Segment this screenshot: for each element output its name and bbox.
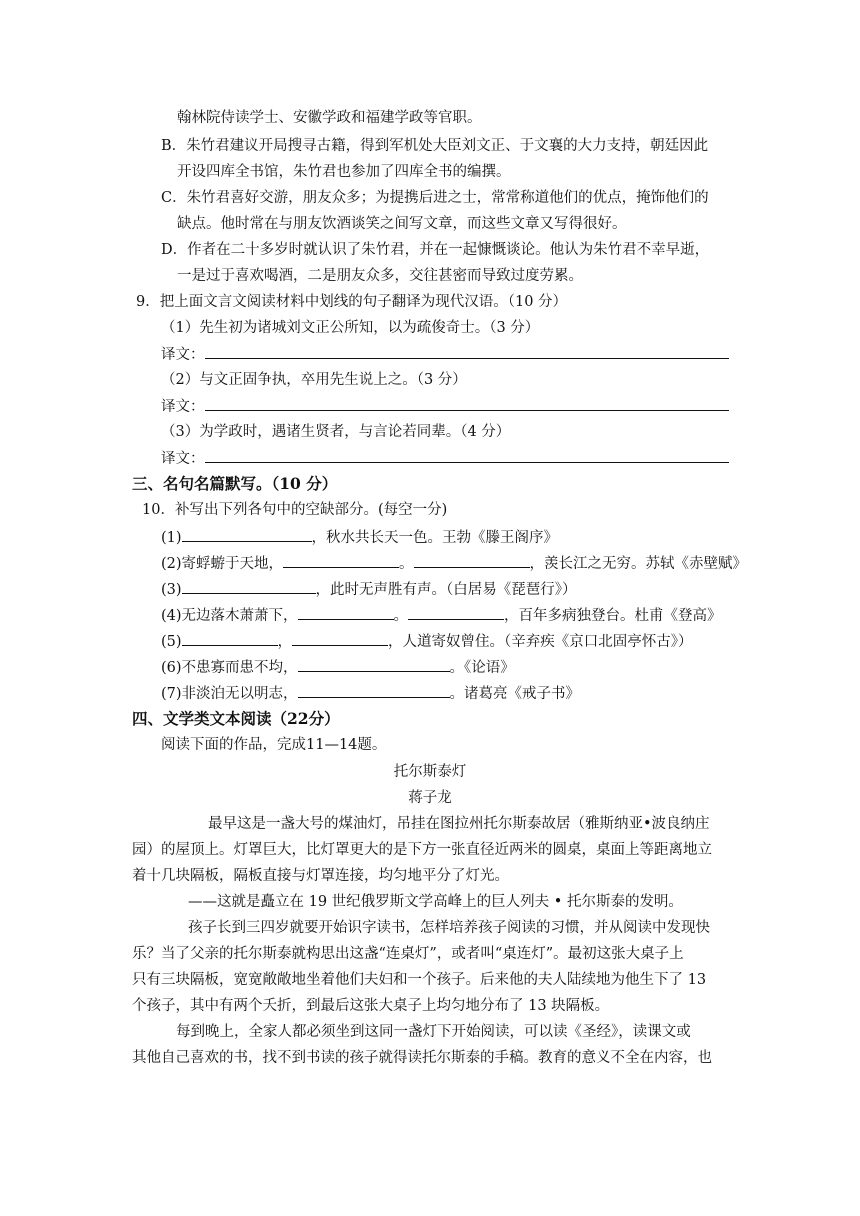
item-text: ，羡长江之无穷。苏轼《赤壁赋》 xyxy=(529,556,748,572)
item-text: (7)非淡泊无以明志， xyxy=(161,686,298,702)
fill-item-2 xyxy=(161,553,747,574)
article-paragraph-line: 每到晚上，全家人都必须坐到这同一盏灯下开始阅读，可以读《圣经》，读课文或 xyxy=(176,1024,691,1040)
fill-item-4 xyxy=(161,605,722,626)
option-d-line1: D．作者在二十多岁时就认识了朱竹君，并在一起慷慨谈论。他认为朱竹君不幸早逝， xyxy=(161,242,710,258)
question-10-title: 10．补写出下列各句中的空缺部分。(每空一分) xyxy=(142,502,448,518)
reading-instruction: 阅读下面的作品，完成11—14题。 xyxy=(161,737,387,753)
answer-row-3 xyxy=(161,448,729,469)
item-text: ，百年多病独登台。杜甫《登高》 xyxy=(504,608,722,624)
article-paragraph-line: 园）的屋顶上。灯罩巨大，比灯罩更大的是下方一张直径近两米的圆桌，桌面上等距离地立 xyxy=(132,842,712,858)
article-paragraph-line: 孩子长到三四岁就要开始识字读书，怎样培养孩子阅读的习惯，并从阅读中发现快 xyxy=(188,920,710,936)
item-text: ，此时无声胜有声。（白居易《琵琶行》） xyxy=(315,582,577,598)
item-text: 。 xyxy=(393,608,409,624)
fill-item-6 xyxy=(161,657,515,678)
answer-line-3[interactable] xyxy=(205,448,729,463)
fill-blank[interactable] xyxy=(182,631,278,646)
question-9-sentence-1: （1）先生初为诸城刘文正公所知，以为疏俊奇士。（3 分） xyxy=(161,320,540,336)
section-4-heading: 四、文学类文本阅读（22分） xyxy=(132,709,340,728)
fill-blank[interactable] xyxy=(283,553,399,568)
answer-row-1 xyxy=(161,344,729,365)
answer-line-2[interactable] xyxy=(205,396,729,411)
fill-item-7 xyxy=(161,683,580,704)
fill-blank[interactable] xyxy=(298,683,450,698)
article-paragraph-line: 其他自己喜欢的书，找不到书读的孩子就得读托尔斯泰的手稿。教育的意义不全在内容，也 xyxy=(132,1050,712,1066)
question-9-sentence-3: （3）为学政时，遇诸生贤者，与言论若同辈。（4 分） xyxy=(161,424,511,440)
fill-blank[interactable] xyxy=(182,527,312,542)
article-paragraph-line: 只有三块隔板，宽宽敞敞地坐着他们夫妇和一个孩子。后来他的夫人陆续地为他生下了 13 xyxy=(132,972,707,988)
section-3-heading: 三、名句名篇默写。（10 分） xyxy=(132,474,338,493)
fill-blank[interactable] xyxy=(298,605,394,620)
fill-blank[interactable] xyxy=(408,605,504,620)
option-b-line2: 开设四库全书馆，朱竹君也参加了四库全书的编撰。 xyxy=(177,164,511,180)
item-number: (3) xyxy=(161,582,182,598)
fill-item-5 xyxy=(161,631,693,652)
answer-label: 译文： xyxy=(161,347,205,363)
option-a-continuation: 翰林院侍读学士、安徽学政和福建学政等官职。 xyxy=(177,110,482,126)
item-text: (2)寄蜉蝣于天地， xyxy=(161,556,284,572)
fill-blank[interactable] xyxy=(298,657,450,672)
fill-blank[interactable] xyxy=(182,579,316,594)
item-text: (6)不患寡而患不均， xyxy=(161,660,298,676)
item-text: ，秋水共长天一色。王勃《滕王阁序》 xyxy=(311,530,559,546)
article-paragraph-line: 着十几块隔板，隔板直接与灯罩连接，均匀地平分了灯光。 xyxy=(132,868,509,884)
item-number: (1) xyxy=(161,530,182,546)
fill-item-3 xyxy=(161,579,577,600)
item-text: 。 xyxy=(399,556,414,572)
article-paragraph-line: 最早这是一盏大号的煤油灯，吊挂在图拉州托尔斯泰故居（雅斯纳亚•波良纳庄 xyxy=(208,816,710,832)
question-9-title: 9．把上面文言文阅读材料中划线的句子翻译为现代汉语。（10 分） xyxy=(136,294,568,310)
article-paragraph-line: ——这就是矗立在 19 世纪俄罗斯文学高峰上的巨人列夫 • 托尔斯泰的发明。 xyxy=(188,894,683,910)
item-text: (4)无边落木萧萧下， xyxy=(161,608,298,624)
fill-item-1 xyxy=(161,527,558,548)
answer-label: 译文： xyxy=(161,451,205,467)
item-text: 。诸葛亮《戒子书》 xyxy=(449,686,581,702)
question-9-sentence-2: （2）与文正固争执，卒用先生说上之。（3 分） xyxy=(161,372,467,388)
article-author: 蒋子龙 xyxy=(408,790,452,806)
article-title: 托尔斯泰灯 xyxy=(393,764,467,780)
item-number: (5) xyxy=(161,634,182,650)
answer-label: 译文： xyxy=(161,399,205,415)
fill-blank[interactable] xyxy=(414,553,530,568)
option-b-line1: B．朱竹君建议开局搜寻古籍，得到军机处大臣刘文正、于文襄的大力支持，朝廷因此 xyxy=(161,138,709,154)
article-paragraph-line: 个孩子，其中有两个夭折，到最后这张大桌子上均匀地分布了 13 块隔板。 xyxy=(132,998,610,1014)
answer-line-1[interactable] xyxy=(205,344,729,359)
option-c-line2: 缺点。他时常在与朋友饮酒谈笑之间写文章，而这些文章又写得很好。 xyxy=(177,216,627,232)
option-c-line1: C．朱竹君喜好交游，朋友众多；为提携后进之士，常常称道他们的优点，掩饰他们的 xyxy=(161,190,709,206)
item-text: 。《论语》 xyxy=(449,660,515,676)
fill-blank[interactable] xyxy=(292,631,388,646)
answer-row-2 xyxy=(161,396,729,417)
article-paragraph-line: 乐？当了父亲的托尔斯泰就构思出这盏“连桌灯”，或者叫“桌连灯”。最初这张大桌子上 xyxy=(132,946,684,962)
item-text: ，人道寄奴曾住。（辛弃疾《京口北固亭怀古》） xyxy=(388,634,693,650)
item-text: ， xyxy=(277,634,293,650)
option-d-line2: 一是过于喜欢喝酒，二是朋友众多，交往甚密而导致过度劳累。 xyxy=(177,268,583,284)
